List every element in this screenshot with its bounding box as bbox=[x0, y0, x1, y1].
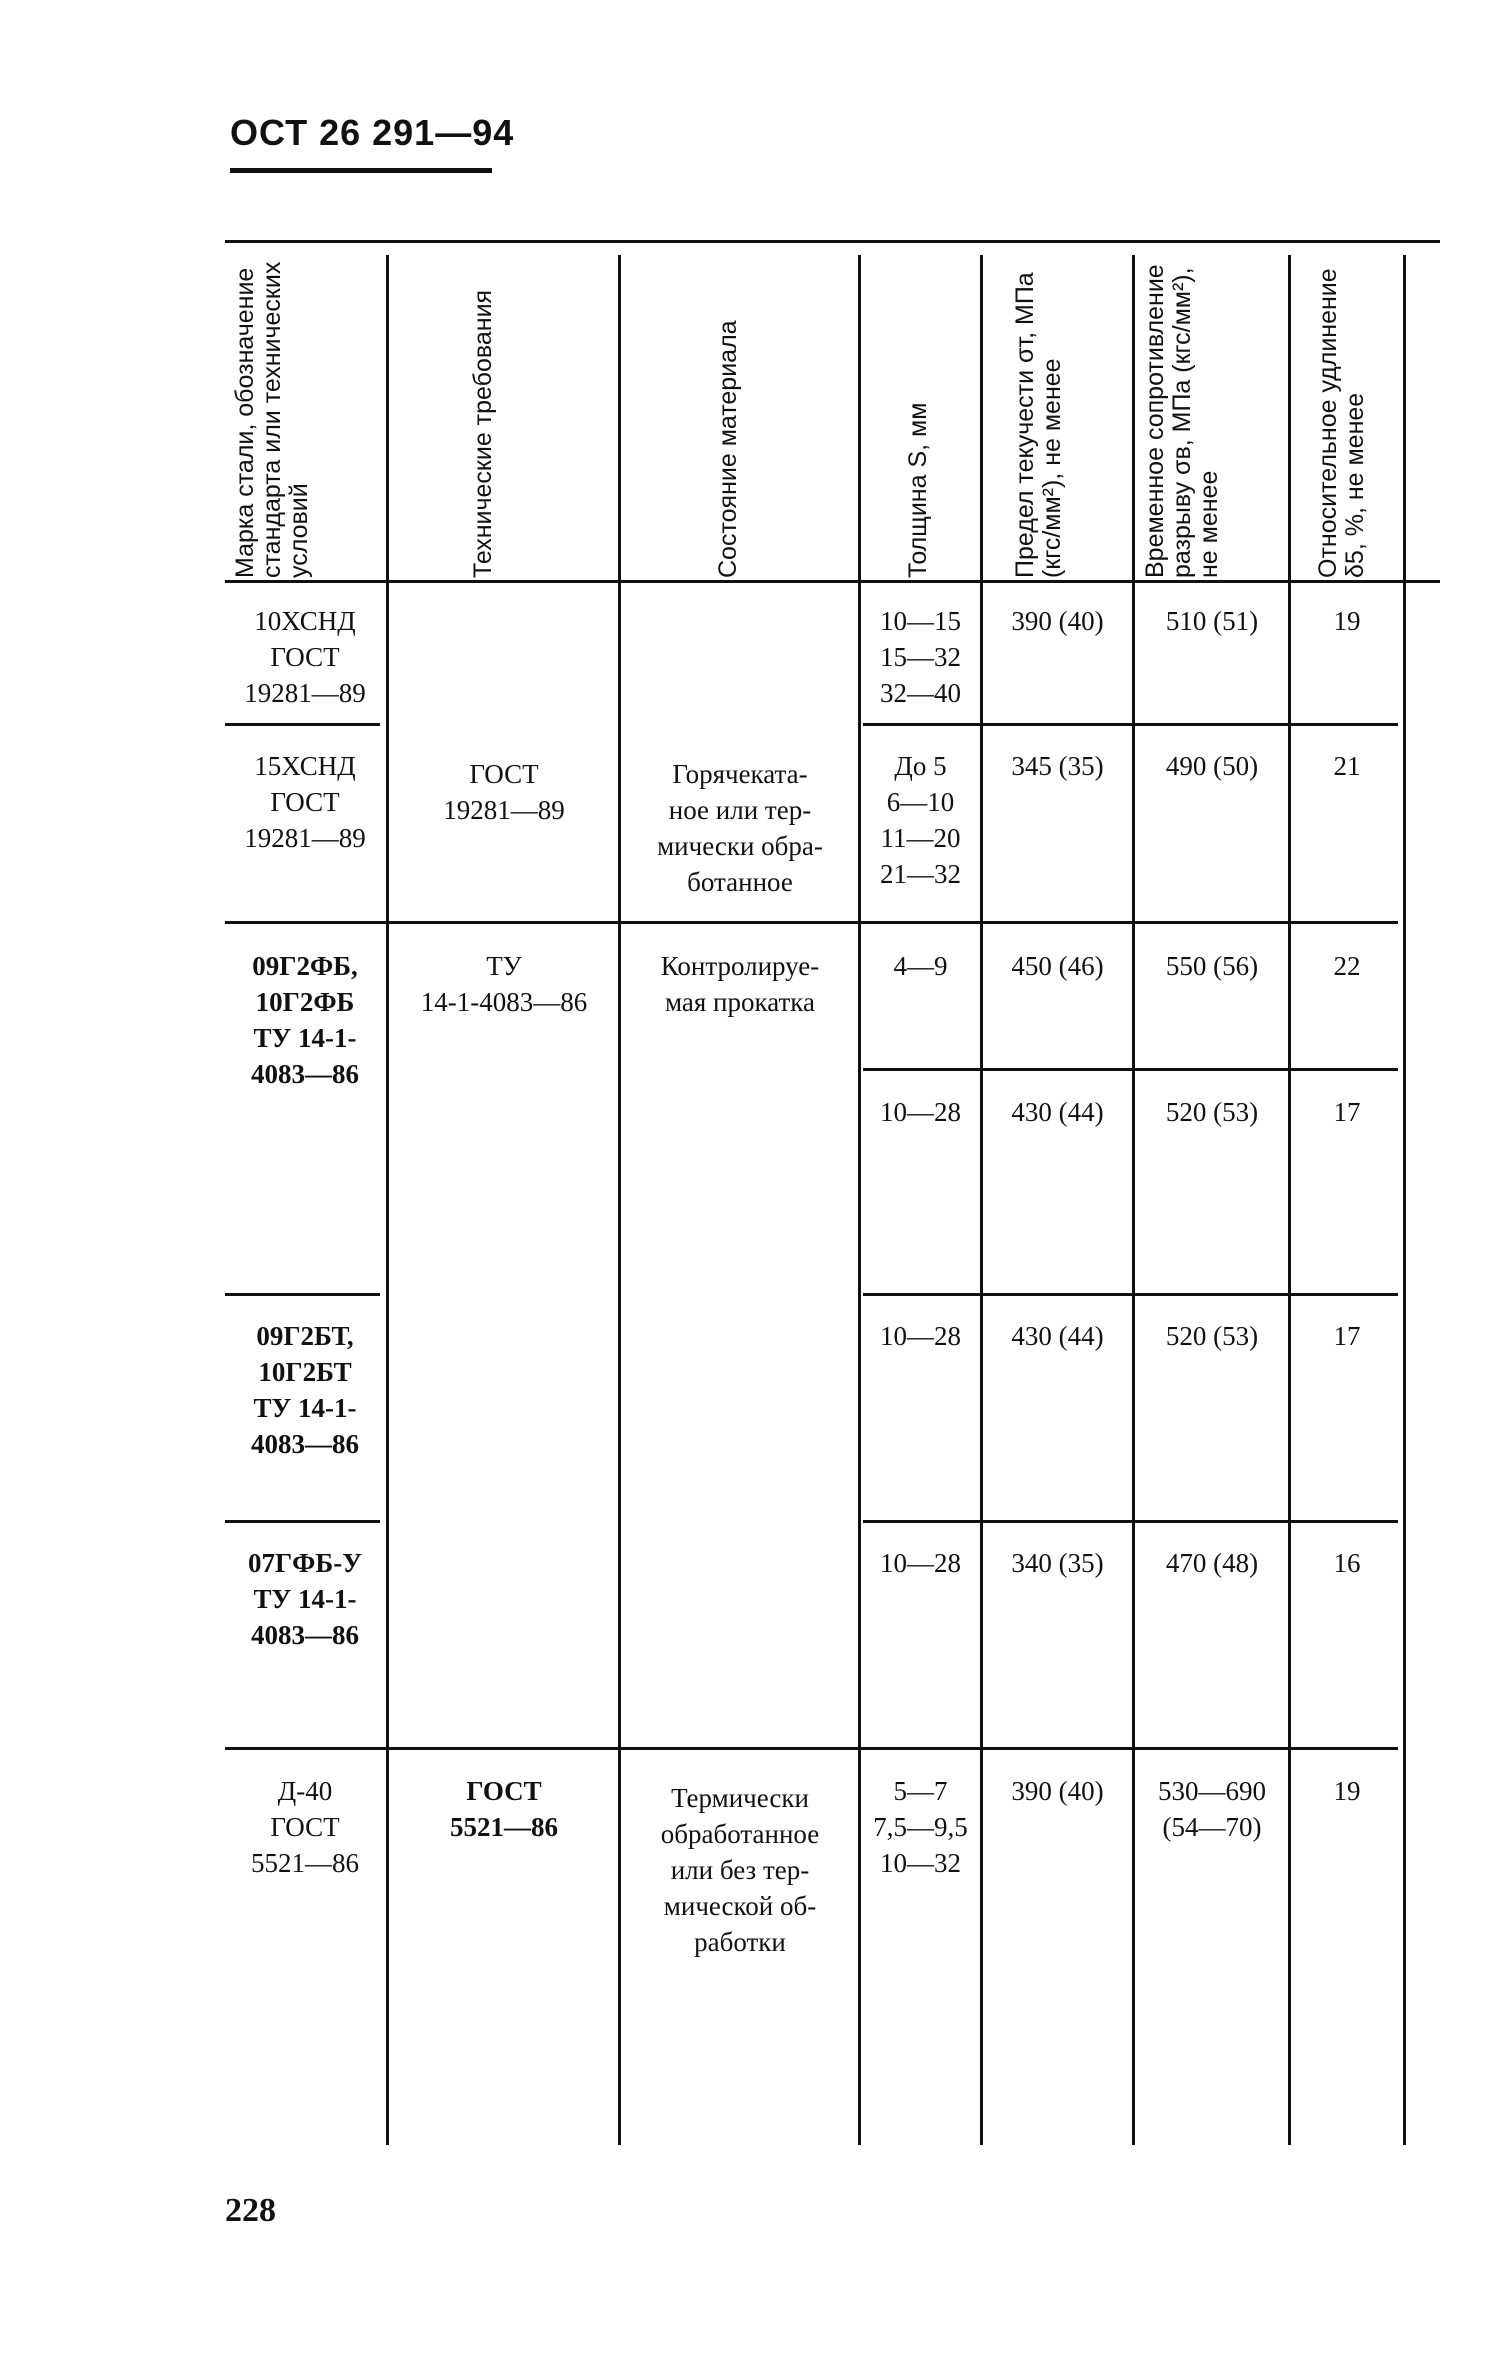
table-cell-elongation: 22 bbox=[1333, 951, 1361, 981]
table-cell-yield: 390 (40) bbox=[1011, 606, 1104, 636]
table-cell-tensile: 470 (48) bbox=[1165, 1548, 1259, 1578]
row-sep-data-sub bbox=[863, 1068, 1398, 1071]
col-sep-6 bbox=[1288, 255, 1291, 2145]
table-cell-elongation: 19 bbox=[1333, 1776, 1361, 1806]
table-cell-tensile: 510 (51) bbox=[1165, 606, 1259, 636]
col-sep-2 bbox=[618, 255, 621, 2145]
table-cell-thickness: До 5 6—10 11—20 21—32 bbox=[880, 751, 961, 889]
table-cell-thickness: 10—28 bbox=[880, 1097, 961, 1127]
table-cell-yield: 430 (44) bbox=[1011, 1097, 1104, 1127]
table-cell-tech-requirements: ТУ 14-1-4083—86 bbox=[420, 951, 588, 1017]
column-header-yield-strength: Предел текучести σт, МПа (кгс/мм²), не менее bbox=[1011, 272, 1066, 578]
row-sep-data-3 bbox=[863, 1293, 1398, 1296]
table-cell-thickness: 10—15 15—32 32—40 bbox=[880, 606, 961, 708]
table-cell-thickness: 5—7 7,5—9,5 10—32 bbox=[873, 1776, 968, 1878]
table-cell-material-state: Термически обработанное или без тер- мической об- работки bbox=[660, 1783, 820, 1957]
table-cell-grade: 10ХСНД ГОСТ 19281—89 bbox=[244, 606, 366, 708]
column-header-elongation: Относительное удлинение δ5, %, не менее bbox=[1314, 268, 1369, 578]
column-header-material-state: Состояние материала bbox=[714, 320, 742, 578]
table-cell-grade: Д-40 ГОСТ 5521—86 bbox=[251, 1776, 359, 1878]
table-cell-tensile: 520 (53) bbox=[1165, 1321, 1259, 1351]
table-cell-tech-requirements: ГОСТ 5521—86 bbox=[450, 1776, 558, 1842]
table-cell-grade: 07ГФБ-У ТУ 14-1- 4083—86 bbox=[247, 1548, 363, 1650]
col-sep-1 bbox=[386, 255, 389, 2145]
table-cell-thickness: 10—28 bbox=[880, 1321, 961, 1351]
table-cell-elongation: 16 bbox=[1333, 1548, 1361, 1578]
table-cell-elongation: 19 bbox=[1333, 606, 1361, 636]
table-cell-grade: 15ХСНД ГОСТ 19281—89 bbox=[244, 751, 366, 853]
page-number: 228 bbox=[225, 2192, 276, 2229]
table-cell-elongation: 21 bbox=[1333, 751, 1361, 781]
row-sep-grade-4 bbox=[225, 1520, 380, 1523]
table-header-rule bbox=[225, 580, 1440, 583]
table-cell-grade: 09Г2ФБ, 10Г2ФБ ТУ 14-1- 4083—86 bbox=[251, 951, 359, 1089]
row-sep-5 bbox=[225, 1747, 1398, 1750]
column-header-grade: Марка стали, обозначение стандарта или технических условий bbox=[231, 261, 313, 578]
table-cell-yield: 450 (46) bbox=[1011, 951, 1104, 981]
row-sep-grade-3 bbox=[225, 1293, 380, 1296]
table-cell-thickness: 4—9 bbox=[893, 951, 948, 981]
col-sep-5 bbox=[1132, 255, 1135, 2145]
row-sep-data-1 bbox=[863, 723, 1398, 726]
table-cell-yield: 390 (40) bbox=[1011, 1776, 1104, 1806]
table-cell-yield: 340 (35) bbox=[1011, 1548, 1104, 1578]
table-cell-tensile: 550 (56) bbox=[1165, 951, 1259, 981]
table-cell-yield: 430 (44) bbox=[1011, 1321, 1104, 1351]
table-cell-material-state: Горячеката- ное или тер- мически обра- ботанное bbox=[657, 759, 823, 897]
document-code-underline bbox=[230, 168, 492, 173]
document-code: ОСТ 26 291—94 bbox=[230, 112, 515, 153]
row-sep-2 bbox=[225, 921, 1398, 924]
table-cell-material-state: Контролируе- мая прокатка bbox=[660, 951, 820, 1017]
table-cell-tensile: 490 (50) bbox=[1165, 751, 1259, 781]
col-sep-7 bbox=[1403, 255, 1406, 2145]
column-header-tech-requirements: Технические требования bbox=[469, 289, 497, 578]
table-cell-elongation: 17 bbox=[1333, 1321, 1361, 1351]
table-cell-tech-requirements: ГОСТ 19281—89 bbox=[443, 759, 565, 825]
column-header-thickness: Толщина S, мм bbox=[904, 402, 932, 578]
table-cell-thickness: 10—28 bbox=[880, 1548, 961, 1578]
table-cell-tensile: 530—690 (54—70) bbox=[1158, 1776, 1266, 1842]
table-cell-tensile: 520 (53) bbox=[1165, 1097, 1259, 1127]
row-sep-grade-1 bbox=[225, 723, 380, 726]
table-cell-grade: 09Г2БТ, 10Г2БТ ТУ 14-1- 4083—86 bbox=[251, 1321, 359, 1459]
row-sep-data-4 bbox=[863, 1520, 1398, 1523]
table-cell-elongation: 17 bbox=[1333, 1097, 1361, 1127]
table-cell-yield: 345 (35) bbox=[1011, 751, 1104, 781]
column-header-tensile-strength: Временное сопротивление разрыву σв, МПа (кгс/мм²), не менее bbox=[1141, 264, 1223, 578]
table-top-rule bbox=[225, 240, 1440, 243]
